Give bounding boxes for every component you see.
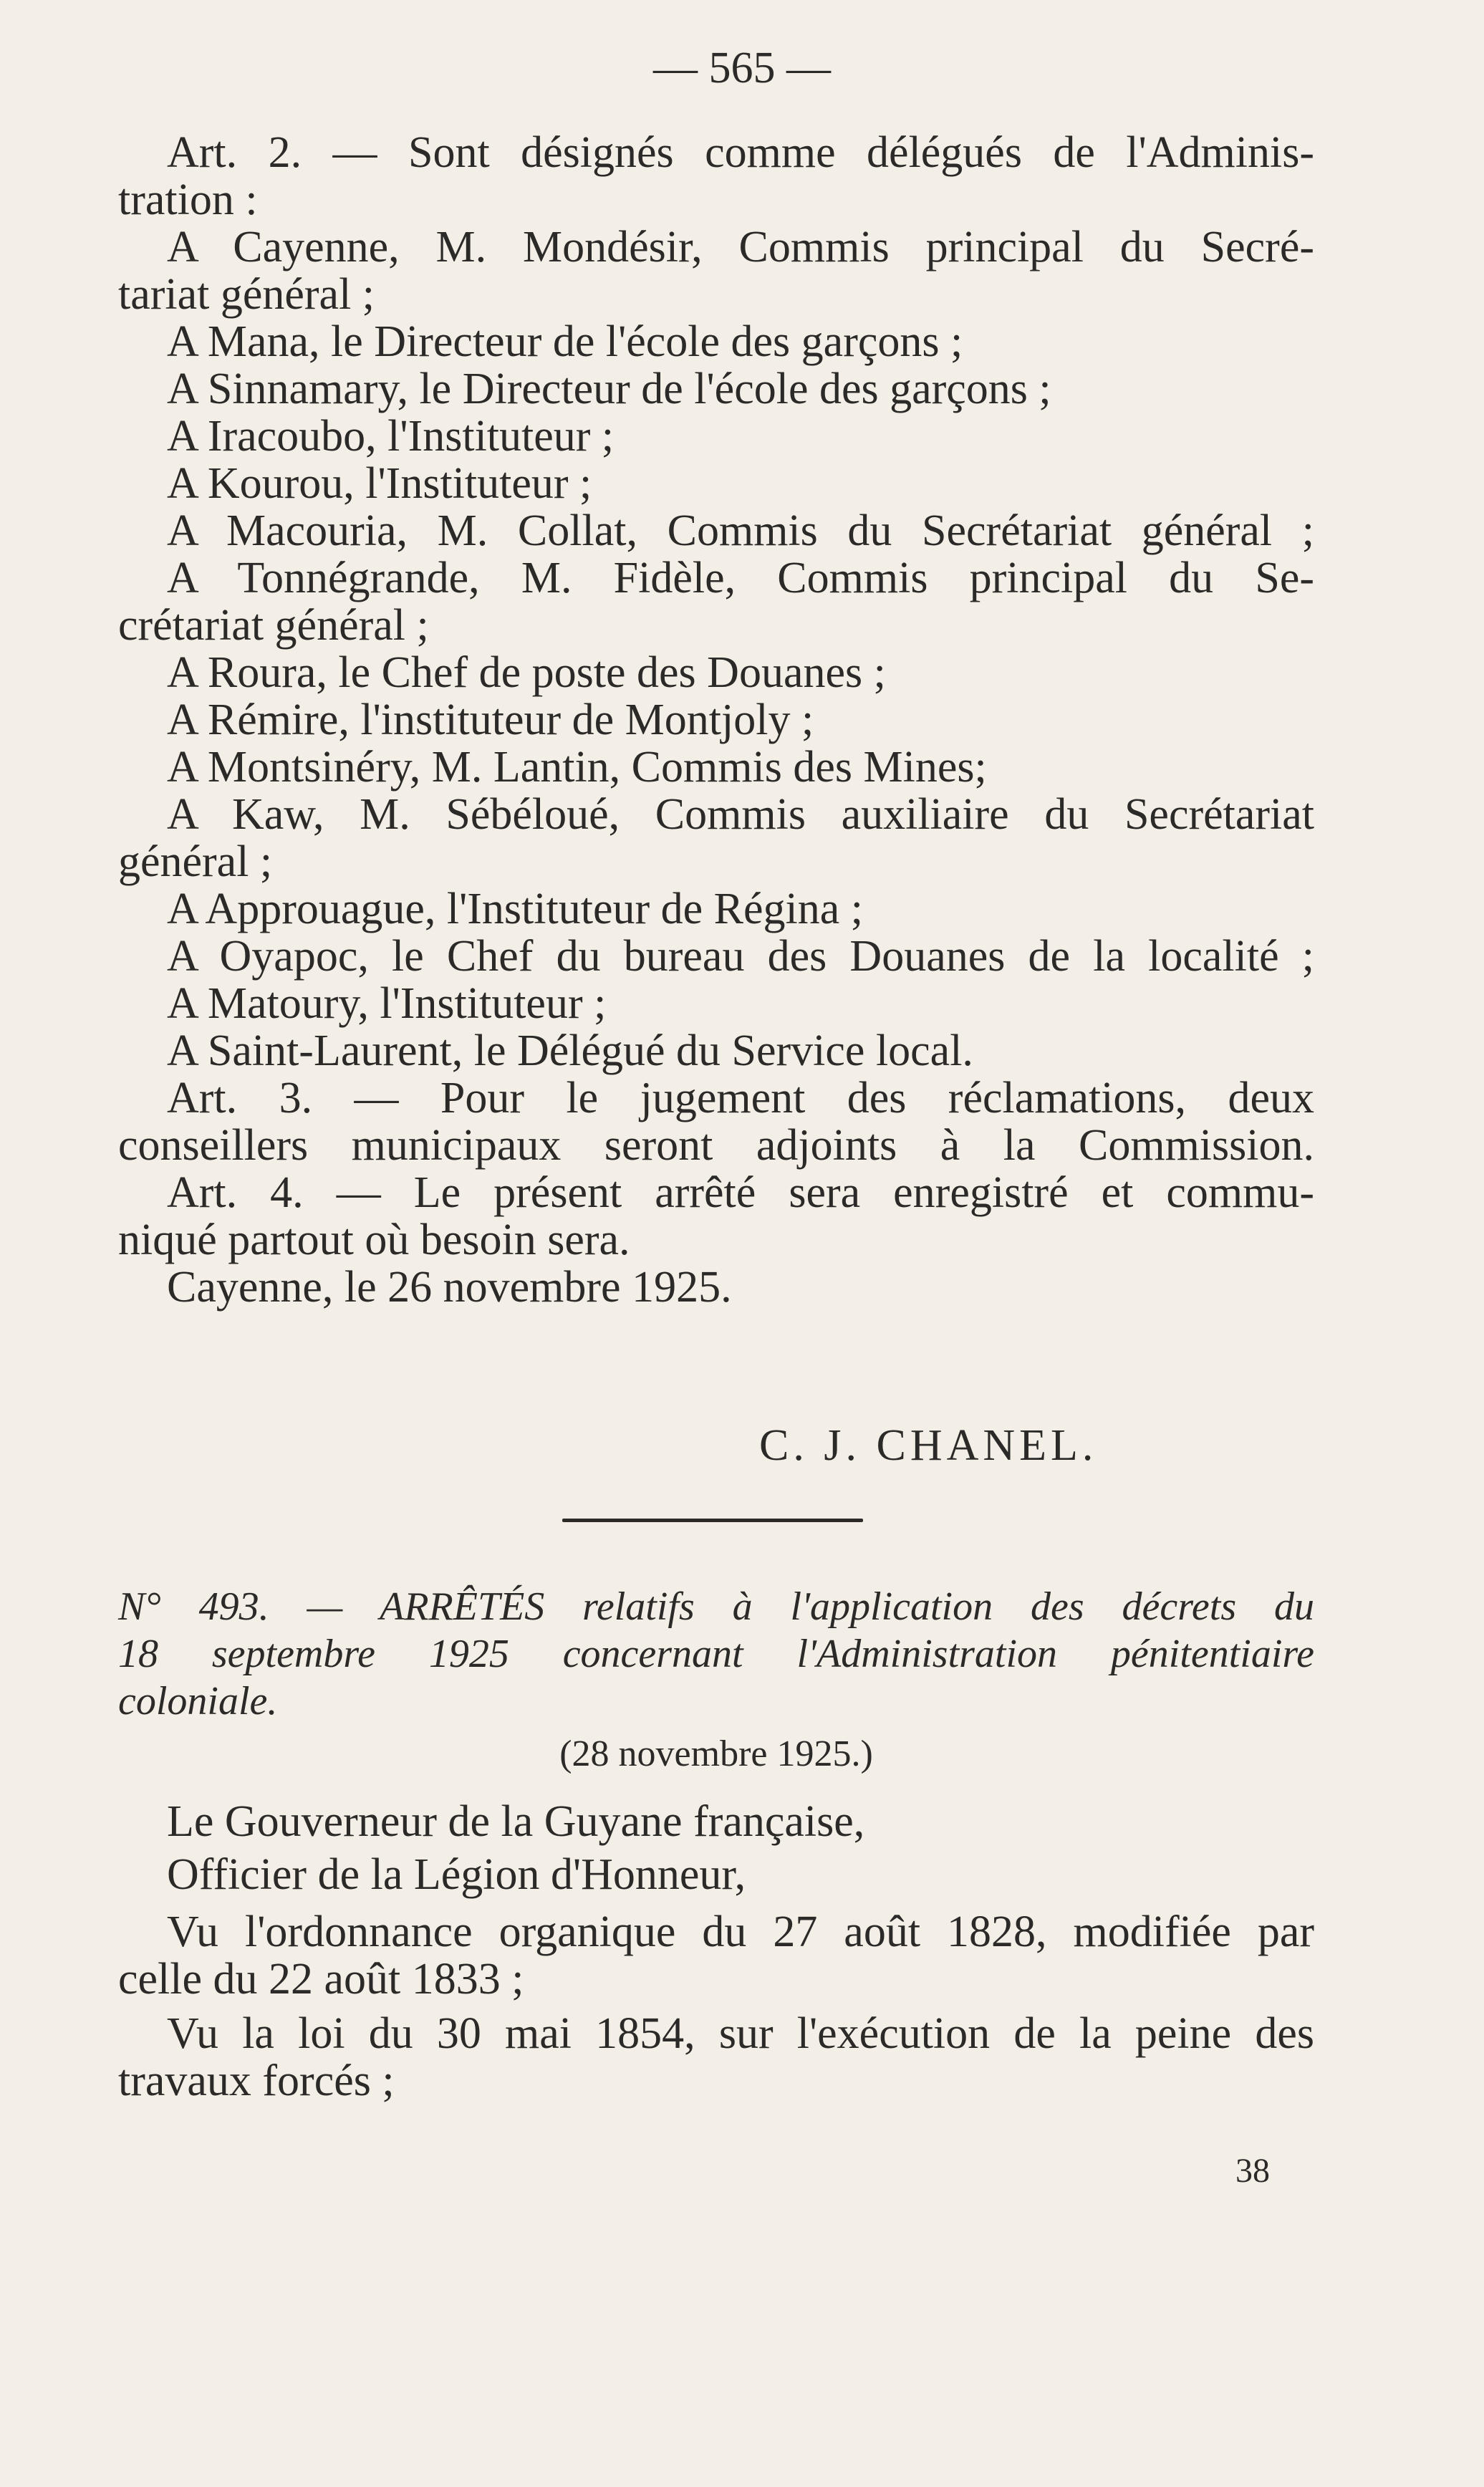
decree-title: coloniale. bbox=[118, 1679, 278, 1723]
decree-title: N° 493. — ARRÊTÉS relatifs à l'application des décrets du bbox=[118, 1584, 1314, 1629]
text-line: crétariat général ; bbox=[118, 601, 429, 650]
text-line: A Sinnamary, le Directeur de l'école des garçons ; bbox=[167, 365, 1051, 413]
text-line: A Saint-Laurent, le Délégué du Service local. bbox=[167, 1026, 973, 1075]
text-line: niqué partout où besoin sera. bbox=[118, 1216, 630, 1264]
article-block bbox=[118, 129, 1314, 1311]
text-line: A Approuague, l'Instituteur de Régina ; bbox=[167, 885, 863, 933]
decree-title: 18 septembre 1925 concernant l'Administration pénitentiaire bbox=[118, 1632, 1314, 1676]
decree-body bbox=[118, 1798, 1314, 2104]
text-line: Art. 4. — Le présent arrêté sera enregistré et commu- bbox=[167, 1168, 1314, 1217]
signature: C. J. CHANEL. bbox=[759, 1421, 1098, 1470]
text-line: Art. 3. — Pour le jugement des réclamations, deux bbox=[167, 1074, 1314, 1122]
text-line: celle du 22 août 1833 ; bbox=[118, 1955, 524, 2003]
text-line: conseillers municipaux seront adjoints à la Commission. bbox=[118, 1121, 1314, 1170]
text-line: Art. 2. — Sont désignés comme délégués de l'Adminis- bbox=[167, 128, 1314, 177]
decree-date: (28 novembre 1925.) bbox=[559, 1733, 873, 1774]
text-line: A Kaw, M. Sébéloué, Commis auxiliaire du Secrétariat bbox=[167, 790, 1314, 839]
text-line: Officier de la Légion d'Honneur, bbox=[167, 1850, 746, 1899]
signature-mark: 38 bbox=[1235, 2152, 1270, 2190]
text-line: travaux forcés ; bbox=[118, 2057, 395, 2105]
text-line: A Mana, le Directeur de l'école des garçons ; bbox=[167, 317, 963, 366]
text-line: Le Gouverneur de la Guyane française, bbox=[167, 1797, 865, 1846]
text-line: Vu la loi du 30 mai 1854, sur l'exécution de la peine des bbox=[167, 2009, 1314, 2058]
text-line: A Kourou, l'Instituteur ; bbox=[167, 459, 592, 508]
text-line: général ; bbox=[118, 837, 273, 886]
section-divider bbox=[562, 1519, 863, 1522]
text-line: A Tonnégrande, M. Fidèle, Commis principal du Se- bbox=[167, 554, 1314, 602]
text-line: tration : bbox=[118, 175, 258, 224]
text-line: A Oyapoc, le Chef du bureau des Douanes de la localité ; bbox=[167, 932, 1314, 981]
text-line: tariat général ; bbox=[118, 270, 375, 319]
decree-header bbox=[118, 1583, 1314, 1778]
text-line: A Cayenne, M. Mondésir, Commis principal du Secré- bbox=[167, 223, 1314, 271]
text-line: A Matoury, l'Instituteur ; bbox=[167, 979, 607, 1028]
page-number: — 565 — bbox=[653, 44, 831, 92]
text-line: A Iracoubo, l'Instituteur ; bbox=[167, 412, 615, 461]
text-line: A Macouria, M. Collat, Commis du Secrétariat général ; bbox=[167, 506, 1314, 555]
text-line: A Montsinéry, M. Lantin, Commis des Mines; bbox=[167, 743, 987, 792]
text-line: Cayenne, le 26 novembre 1925. bbox=[167, 1263, 732, 1312]
text-line: A Rémire, l'instituteur de Montjoly ; bbox=[167, 696, 814, 744]
text-line: A Roura, le Chef de poste des Douanes ; bbox=[167, 648, 886, 697]
text-line: Vu l'ordonnance organique du 27 août 1828, modifiée par bbox=[167, 1908, 1314, 1956]
